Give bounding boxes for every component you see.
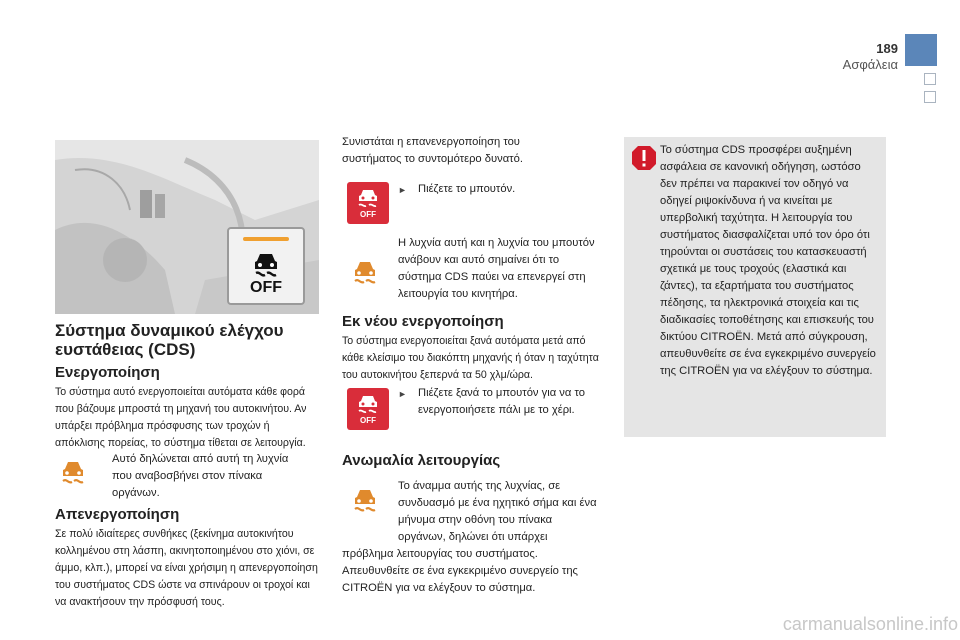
cds-off-button-icon <box>347 388 389 430</box>
off-label: OFF <box>360 416 376 425</box>
fault-text-full: πρόβλημα λειτουργίας του συστήματος. Απευθυνθείτε σε ένα εγκεκριμένο συνεργείο της CITROËN για να ελέγξουν το σύστημα. <box>342 548 578 594</box>
cds-off-button-icon <box>347 182 389 224</box>
step-press-again: Πιέζετε ξανά το μπουτόν για να το ενεργοποιήσετε πάλι με το χέρι. <box>418 387 585 416</box>
empty-square <box>924 91 936 103</box>
section-title: Ασφάλεια <box>842 57 898 72</box>
fault-heading: Ανωμαλία λειτουργίας <box>342 452 501 469</box>
fault-text-indent: Το άναμμα αυτής της λυχνίας, σε συνδυασμό με ένα ηχητικό σήμα και ένα μήνυμα στην οθόνη του πίνακα οργάνων, δηλώνει ότι υπάρχει <box>398 480 597 543</box>
step-press-button: Πιέζετε το μπουτόν. <box>418 183 516 195</box>
reactivation-heading: Εκ νέου ενεργοποίηση <box>342 313 504 330</box>
page-title: Σύστημα δυναμικού ελέγχου ευστάθειας (CDS) <box>55 321 284 359</box>
cds-warning-lamp-icon <box>348 257 382 285</box>
page-number: 189 <box>876 41 898 56</box>
empty-square <box>924 73 936 85</box>
reactivation-advice: Συνιστάται η επανενεργοποίηση του συστήματος το συντομότερο δυνατό. <box>342 136 523 165</box>
activation-text: Το σύστημα αυτό ενεργοποιείται αυτόματα κάθε φορά που βάζουμε μπροστά τη μηχανή του αυτοκινήτου. Αν υπάρξει πρόβλημα πρόσφυσης των τροχών ή απόκλισης πορείας, το σύστημα τίθεται σε λειτουργία. <box>55 386 307 449</box>
alert-icon <box>631 145 657 171</box>
watermark: carmanualsonline.info <box>782 614 958 634</box>
section-tab <box>905 34 937 66</box>
cds-off-button-photo <box>227 227 305 305</box>
cds-warning-lamp-icon <box>56 457 90 485</box>
bullet-arrow-icon: ► <box>398 185 407 195</box>
cds-warning-lamp-icon <box>348 485 382 513</box>
activation-heading: Ενεργοποίηση <box>55 364 160 381</box>
skid-car-icon <box>356 186 380 208</box>
skid-car-icon <box>356 392 380 414</box>
reactivation-text: Το σύστημα ενεργοποιείται ξανά αυτόματα μετά από κάθε κλείσιμο του διακόπτη μηχανής ή όταν η ταχύτητα του αυτοκινήτου ξεπερνά τα 50 χλμ/ώρα. <box>342 335 599 381</box>
deactivation-text: Σε πολύ ιδιαίτερες συνθήκες (ξεκίνημα αυτοκινήτου κολλημένου στη λάσπη, ακινητοποιημένου στο χιόνι, σε άμμο, κλπ.), μπορεί να είναι χρήσιμη η απενεργοποίηση του συστήματος CDS ώστε να σπινάρουν οι τροχοί και να ανακτήσουν την πρόσφυσή τους. <box>55 528 318 608</box>
lamps-on-text: Η λυχνία αυτή και η λυχνία του μπουτόν ανάβουν και αυτό σημαίνει ότι το σύστημα CDS παύει να επενεργεί στη λειτουργία του κινητήρα. <box>398 237 595 300</box>
deactivation-heading: Απενεργοποίηση <box>55 506 180 523</box>
lamp-flashing-text: Αυτό δηλώνεται από αυτή τη λυχνία που αναβοσβήνει στον πίνακα οργάνων. <box>112 453 289 499</box>
info-panel-text: Το σύστημα CDS προσφέρει αυξημένη ασφάλεια σε κανονική οδήγηση, ωστόσο δεν πρέπει να παρακινεί τον οδηγό να οδηγεί ριψοκίνδυνα ή να κινείται με υπερβολική ταχύτητα. Η λειτουργία του συστήματος διασφαλίζεται υπό τον όρο ότι τηρούνται οι συστάσεις του κατασκευαστή σχετικά με τους τροχούς (ελαστικά και ζάντες), τα εξαρτήματα του συστήματος πέδησης, τα ηλεκτρονικά στοιχεία και τις διαδικασίες τοποθέτησης και επισκευής του δικτύου CITROËN. Μετά από σύγκρουση, απευθυνθείτε σε ένα εγκεκριμένο συνεργείο της CITROËN για να ελέγξουν το σύστημα. <box>660 144 876 377</box>
off-badge-label: OFF <box>250 279 282 296</box>
skid-car-icon <box>251 247 281 279</box>
off-label: OFF <box>360 210 376 219</box>
bullet-arrow-icon: ► <box>398 389 407 399</box>
